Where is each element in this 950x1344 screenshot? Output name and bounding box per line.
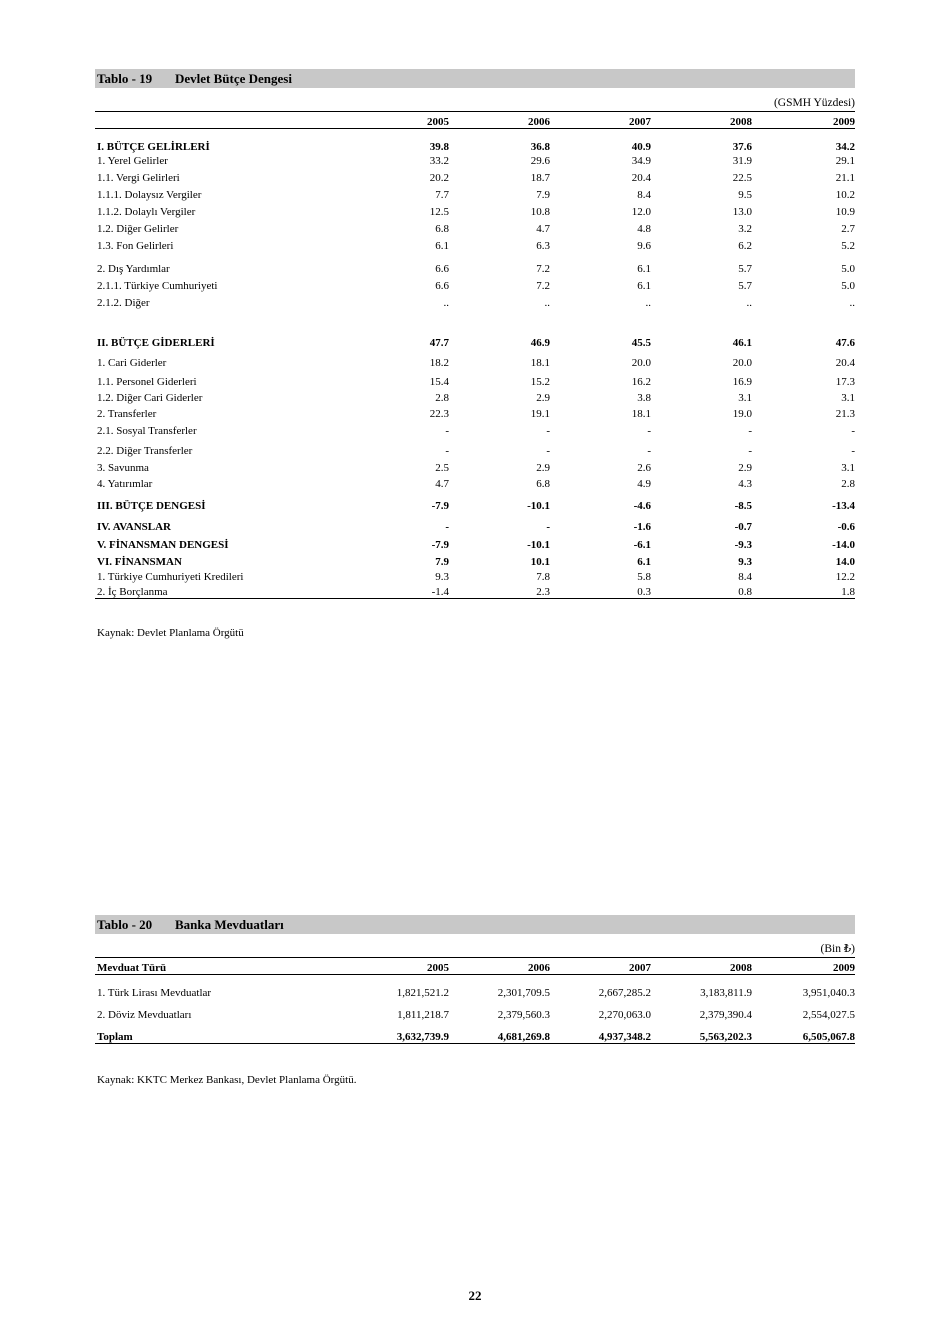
cell-value: -7.9 bbox=[431, 539, 449, 551]
table-19-grid bbox=[95, 111, 855, 599]
cell-value: 21.1 bbox=[835, 172, 855, 184]
cell-value: 16.2 bbox=[631, 376, 651, 388]
cell-value: -0.7 bbox=[734, 521, 752, 533]
row-label: 1. Türkiye Cumhuriyeti Kredileri bbox=[97, 571, 244, 583]
cell-value: -10.1 bbox=[527, 500, 550, 512]
table-row bbox=[95, 512, 855, 533]
cell-value: 12.2 bbox=[835, 571, 855, 583]
year-header: 2007 bbox=[550, 958, 651, 975]
row-label: 2. Transferler bbox=[97, 408, 157, 420]
table-row bbox=[95, 369, 855, 388]
year-header: 2008 bbox=[651, 112, 752, 129]
cell-value: 3.1 bbox=[841, 462, 855, 474]
cell-value: 29.1 bbox=[835, 155, 855, 167]
cell-value: 6.6 bbox=[435, 280, 449, 292]
cell-value: .. bbox=[645, 297, 651, 309]
row-label: III. BÜTÇE DENGESİ bbox=[97, 500, 206, 512]
cell-value: 6.1 bbox=[637, 280, 651, 292]
row-label: 1.1. Vergi Gelirleri bbox=[97, 172, 180, 184]
cell-value: .. bbox=[849, 297, 855, 309]
cell-value: 2.8 bbox=[841, 478, 855, 490]
cell-value: 31.9 bbox=[732, 155, 752, 167]
row-label: 4. Yatırımlar bbox=[97, 478, 153, 490]
cell-value: 19.0 bbox=[732, 408, 752, 420]
cell-value: 3.1 bbox=[738, 392, 752, 404]
cell-value: 18.1 bbox=[631, 408, 651, 420]
cell-value: 17.3 bbox=[835, 376, 855, 388]
cell-value: 2.5 bbox=[435, 462, 449, 474]
cell-value: 2.3 bbox=[449, 583, 550, 599]
table-row bbox=[95, 252, 855, 275]
cell-value: 5.8 bbox=[637, 571, 651, 583]
cell-value: 47.7 bbox=[429, 337, 449, 349]
cell-value: -6.1 bbox=[633, 539, 651, 551]
row-label: 1. Türk Lirası Mevduatlar bbox=[97, 987, 212, 999]
cell-value: 7.9 bbox=[435, 556, 449, 568]
cell-value: 10.9 bbox=[835, 206, 855, 218]
cell-value: 20.4 bbox=[835, 357, 855, 369]
cell-value: 5.7 bbox=[738, 280, 752, 292]
cell-value: 14.0 bbox=[835, 556, 855, 568]
cell-value: 46.1 bbox=[732, 337, 752, 349]
cell-value: -9.3 bbox=[734, 539, 752, 551]
cell-value: - bbox=[546, 445, 550, 457]
year-header: 2005 bbox=[349, 958, 449, 975]
cell-value: 36.8 bbox=[530, 141, 550, 153]
cell-value: 2,554,027.5 bbox=[802, 1009, 855, 1021]
cell-value: 6.1 bbox=[637, 263, 651, 275]
cell-value: 4,937,348.2 bbox=[550, 1021, 651, 1044]
cell-value: 6.2 bbox=[738, 240, 752, 252]
cell-value: - bbox=[445, 425, 449, 437]
row-label: 1. Cari Giderler bbox=[97, 357, 167, 369]
cell-value: .. bbox=[746, 297, 752, 309]
table-row bbox=[95, 490, 855, 512]
year-header: 2006 bbox=[449, 958, 550, 975]
row-label: II. BÜTÇE GİDERLERİ bbox=[97, 337, 215, 349]
cell-value: 5.2 bbox=[841, 240, 855, 252]
cell-value: 10.2 bbox=[835, 189, 855, 201]
row-label: 3. Savunma bbox=[97, 462, 149, 474]
table-row bbox=[95, 420, 855, 437]
cell-value: 22.3 bbox=[429, 408, 449, 420]
cell-value: -13.4 bbox=[832, 500, 855, 512]
cell-value: - bbox=[647, 445, 651, 457]
table-19-number: Tablo - 19 bbox=[97, 71, 153, 86]
row-label: 2.1.2. Diğer bbox=[97, 297, 150, 309]
cell-value: 29.6 bbox=[530, 155, 550, 167]
page-number: 22 bbox=[468, 1288, 482, 1303]
table-row bbox=[95, 167, 855, 184]
cell-value: 3.1 bbox=[841, 392, 855, 404]
table-row bbox=[95, 568, 855, 583]
cell-value: 2.9 bbox=[536, 392, 550, 404]
year-header: 2005 bbox=[349, 112, 449, 129]
cell-value: 3,183,811.9 bbox=[700, 987, 752, 999]
row-label: 1.1.2. Dolaylı Vergiler bbox=[97, 206, 196, 218]
cell-value: 37.6 bbox=[732, 141, 752, 153]
cell-value: 6.6 bbox=[435, 263, 449, 275]
cell-value: 7.2 bbox=[536, 280, 550, 292]
year-header: 2008 bbox=[651, 958, 752, 975]
row-label: 1.2. Diğer Gelirler bbox=[97, 223, 179, 235]
cell-value: 0.8 bbox=[651, 583, 752, 599]
cell-value: 8.4 bbox=[637, 189, 651, 201]
cell-value: - bbox=[445, 521, 449, 533]
year-header: 2009 bbox=[752, 112, 855, 129]
cell-value: 9.3 bbox=[738, 556, 752, 568]
cell-value: -4.6 bbox=[633, 500, 651, 512]
table-row bbox=[95, 404, 855, 420]
cell-value: 4.7 bbox=[435, 478, 449, 490]
cell-value: 34.2 bbox=[835, 141, 855, 153]
year-header: 2009 bbox=[752, 958, 855, 975]
table-19-source: Kaynak: Devlet Planlama Örgütü bbox=[97, 627, 244, 639]
table-row bbox=[95, 474, 855, 490]
row-label: 1.3. Fon Gelirleri bbox=[97, 240, 174, 252]
cell-value: 5.0 bbox=[841, 263, 855, 275]
year-header: 2006 bbox=[449, 112, 550, 129]
table-row bbox=[95, 975, 855, 1000]
table-row bbox=[95, 457, 855, 474]
table-row bbox=[95, 309, 855, 349]
cell-value: 16.9 bbox=[732, 376, 752, 388]
cell-value: 0.3 bbox=[550, 583, 651, 599]
cell-value: -1.4 bbox=[349, 583, 449, 599]
cell-value: 46.9 bbox=[530, 337, 550, 349]
cell-value: 1,821,521.2 bbox=[396, 987, 449, 999]
table-row bbox=[95, 129, 855, 154]
cell-value: - bbox=[445, 445, 449, 457]
cell-value: - bbox=[748, 425, 752, 437]
cell-value: 2,379,390.4 bbox=[699, 1009, 752, 1021]
cell-value: 33.2 bbox=[429, 155, 449, 167]
cell-value: 4.9 bbox=[637, 478, 651, 490]
cell-value: 18.2 bbox=[429, 357, 449, 369]
row-label: 2.1. Sosyal Transferler bbox=[97, 425, 197, 437]
table-19-header-label bbox=[95, 112, 349, 129]
table-20 bbox=[95, 915, 855, 1044]
cell-value: 8.4 bbox=[738, 571, 752, 583]
cell-value: 3.8 bbox=[637, 392, 651, 404]
cell-value: 2.9 bbox=[536, 462, 550, 474]
cell-value: - bbox=[851, 445, 855, 457]
cell-value: 15.2 bbox=[530, 376, 550, 388]
row-label: Toplam bbox=[95, 1021, 349, 1044]
cell-value: 47.6 bbox=[835, 337, 855, 349]
cell-value: 4.3 bbox=[738, 478, 752, 490]
table-20-unit: (Bin ₺) bbox=[820, 943, 855, 955]
cell-value: - bbox=[546, 521, 550, 533]
cell-value: 9.5 bbox=[738, 189, 752, 201]
row-label: 1.1. Personel Giderleri bbox=[97, 376, 197, 388]
cell-value: 2.7 bbox=[841, 223, 855, 235]
cell-value: 45.5 bbox=[631, 337, 651, 349]
cell-value: 21.3 bbox=[835, 408, 855, 420]
table-20-title-bar bbox=[95, 915, 855, 934]
cell-value: 4.7 bbox=[536, 223, 550, 235]
cell-value: 7.2 bbox=[536, 263, 550, 275]
cell-value: 9.6 bbox=[637, 240, 651, 252]
cell-value: .. bbox=[544, 297, 550, 309]
table-19-header-row bbox=[95, 112, 855, 129]
cell-value: 20.4 bbox=[631, 172, 651, 184]
cell-value: 12.5 bbox=[429, 206, 449, 218]
cell-value: .. bbox=[443, 297, 449, 309]
cell-value: 5.7 bbox=[738, 263, 752, 275]
cell-value: -7.9 bbox=[431, 500, 449, 512]
table-20-grid bbox=[95, 957, 855, 1044]
cell-value: 6.1 bbox=[435, 240, 449, 252]
table-row bbox=[95, 235, 855, 252]
table-19-title: Devlet Bütçe Dengesi bbox=[175, 71, 292, 86]
row-label: 2.2. Diğer Transferler bbox=[97, 445, 193, 457]
cell-value: 40.9 bbox=[631, 141, 651, 153]
table-row bbox=[95, 349, 855, 369]
cell-value: 2,301,709.5 bbox=[497, 987, 550, 999]
table-20-header-row bbox=[95, 958, 855, 975]
cell-value: 18.1 bbox=[530, 357, 550, 369]
cell-value: 13.0 bbox=[732, 206, 752, 218]
cell-value: 15.4 bbox=[429, 376, 449, 388]
cell-value: 7.7 bbox=[435, 189, 449, 201]
table-row bbox=[95, 153, 855, 167]
cell-value: 22.5 bbox=[732, 172, 752, 184]
cell-value: 10.8 bbox=[530, 206, 550, 218]
cell-value: -8.5 bbox=[734, 500, 752, 512]
cell-value: 2,667,285.2 bbox=[598, 987, 651, 999]
table-row bbox=[95, 999, 855, 1021]
cell-value: 2,270,063.0 bbox=[598, 1009, 651, 1021]
table-19 bbox=[95, 69, 855, 599]
row-label: I. BÜTÇE GELİRLERİ bbox=[97, 141, 210, 153]
table-row bbox=[95, 551, 855, 568]
cell-value: - bbox=[647, 425, 651, 437]
table-row bbox=[95, 583, 855, 599]
row-label: 1. Yerel Gelirler bbox=[97, 155, 168, 167]
table-row bbox=[95, 275, 855, 292]
cell-value: 5,563,202.3 bbox=[651, 1021, 752, 1044]
cell-value: 10.1 bbox=[530, 556, 550, 568]
cell-value: -0.6 bbox=[837, 521, 855, 533]
cell-value: 6.3 bbox=[536, 240, 550, 252]
year-header: 2007 bbox=[550, 112, 651, 129]
cell-value: 20.2 bbox=[429, 172, 449, 184]
table-19-title-bar bbox=[95, 69, 855, 88]
row-label: VI. FİNANSMAN bbox=[97, 556, 182, 568]
row-label: IV. AVANSLAR bbox=[97, 521, 171, 533]
table-20-number: Tablo - 20 bbox=[97, 917, 153, 932]
cell-value: 20.0 bbox=[732, 357, 752, 369]
cell-value: 39.8 bbox=[429, 141, 449, 153]
cell-value: 6,505,067.8 bbox=[752, 1021, 855, 1044]
row-label: 2. Dış Yardımlar bbox=[97, 263, 170, 275]
cell-value: -10.1 bbox=[527, 539, 550, 551]
table-20-title: Banka Mevduatları bbox=[175, 917, 284, 932]
cell-value: 7.8 bbox=[536, 571, 550, 583]
cell-value: - bbox=[546, 425, 550, 437]
table-row bbox=[95, 388, 855, 404]
cell-value: -1.6 bbox=[633, 521, 651, 533]
row-label: 2.1.1. Türkiye Cumhuriyeti bbox=[97, 280, 218, 292]
cell-value: 2.8 bbox=[435, 392, 449, 404]
cell-value: 5.0 bbox=[841, 280, 855, 292]
cell-value: 6.8 bbox=[435, 223, 449, 235]
cell-value: 4,681,269.8 bbox=[449, 1021, 550, 1044]
cell-value: 1.8 bbox=[752, 583, 855, 599]
table-19-unit: (GSMH Yüzdesi) bbox=[773, 97, 855, 109]
row-label: 2. Döviz Mevduatları bbox=[97, 1009, 192, 1021]
cell-value: 2.9 bbox=[738, 462, 752, 474]
row-label: V. FİNANSMAN DENGESİ bbox=[97, 539, 229, 551]
table-row bbox=[95, 292, 855, 309]
cell-value: 3,951,040.3 bbox=[802, 987, 855, 999]
cell-value: 34.9 bbox=[631, 155, 651, 167]
cell-value: -14.0 bbox=[832, 539, 855, 551]
cell-value: - bbox=[851, 425, 855, 437]
row-label: 1.1.1. Dolaysız Vergiler bbox=[97, 189, 202, 201]
cell-value: 19.1 bbox=[530, 408, 550, 420]
cell-value: 1,811,218.7 bbox=[397, 1009, 449, 1021]
cell-value: 9.3 bbox=[435, 571, 449, 583]
cell-value: 4.8 bbox=[637, 223, 651, 235]
cell-value: 2.6 bbox=[637, 462, 651, 474]
cell-value: 12.0 bbox=[631, 206, 651, 218]
cell-value: 2,379,560.3 bbox=[497, 1009, 550, 1021]
table-20-header-label: Mevduat Türü bbox=[95, 958, 349, 975]
row-label: 2. İç Borçlanma bbox=[95, 583, 349, 599]
cell-value: 6.1 bbox=[637, 556, 651, 568]
cell-value: 6.8 bbox=[536, 478, 550, 490]
table-row bbox=[95, 218, 855, 235]
table-20-source: Kaynak: KKTC Merkez Bankası, Devlet Planlama Örgütü. bbox=[97, 1074, 357, 1086]
table-row bbox=[95, 437, 855, 457]
table-row bbox=[95, 1021, 855, 1044]
table-row bbox=[95, 533, 855, 551]
cell-value: - bbox=[748, 445, 752, 457]
cell-value: 20.0 bbox=[631, 357, 651, 369]
cell-value: 3,632,739.9 bbox=[349, 1021, 449, 1044]
cell-value: 3.2 bbox=[738, 223, 752, 235]
table-row bbox=[95, 184, 855, 201]
cell-value: 18.7 bbox=[530, 172, 550, 184]
row-label: 1.2. Diğer Cari Giderler bbox=[97, 392, 203, 404]
cell-value: 7.9 bbox=[536, 189, 550, 201]
table-row bbox=[95, 201, 855, 218]
